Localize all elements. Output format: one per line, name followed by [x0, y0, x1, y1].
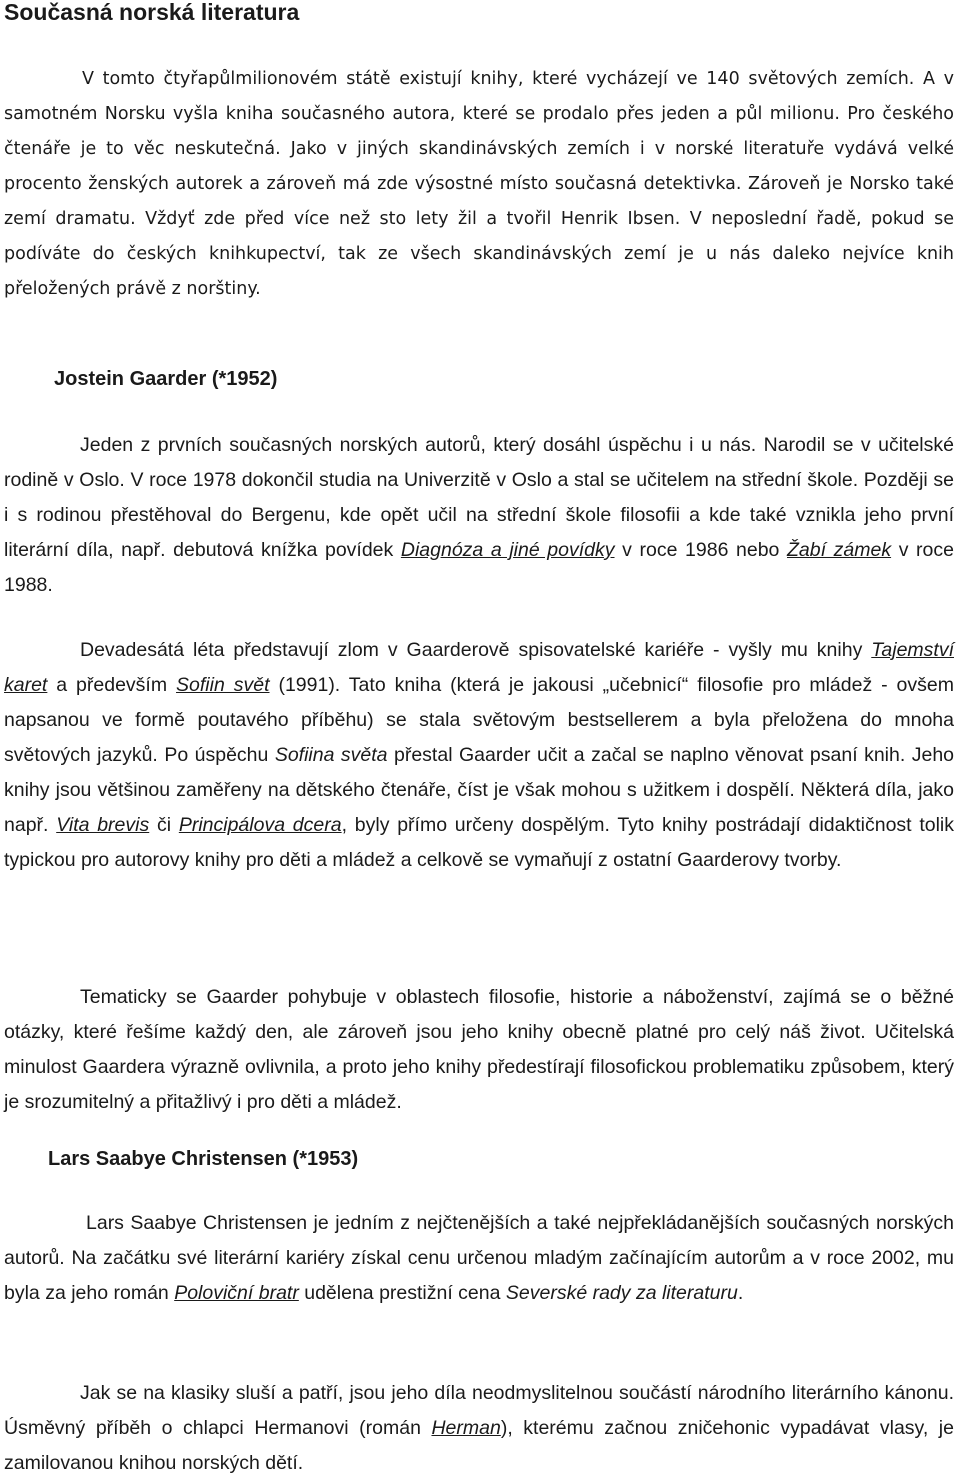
book-title: Tajemství karet	[4, 639, 954, 696]
book-title: Sofiina světa	[274, 744, 388, 766]
christensen-paragraph-2: Jak se na klasiky sluší a patří, jsou jeho díla neodmyslitelnou součástí národního literárního kánonu. Úsměvný příběh o chlapci Hermanovi (román Herman), kterému začnou zničehonic vypadávat vlasy, je zamilovanou knihou norských dětí.	[4, 1382, 954, 1474]
page-title: Současná norská literatura	[4, 0, 300, 25]
prize-name: Severské rady za literaturu	[505, 1282, 738, 1304]
gaarder-paragraph-3: Tematicky se Gaarder pohybuje v oblastech filosofie, historie a náboženství, zajímá se o běžné otázky, které řešíme každý den, ale zároveň jsou jeho knihy obecně platné pro celý náš život. Učitelská minulost Gaardera výrazně ovlivnila, a proto jeho knihy předestírají filosofickou problematiku způsobem, který je srozumitelný a přitažlivý i pro děti a mládež.	[4, 986, 954, 1113]
book-title: Diagnóza a jiné povídky	[400, 539, 615, 561]
book-title: Sofiin svět	[176, 674, 270, 696]
book-title: Poloviční bratr	[174, 1282, 299, 1304]
book-title: Vita brevis	[56, 814, 150, 836]
christensen-paragraph-1: Lars Saabye Christensen je jedním z nejčtenějších a také nejpřekládanějších současných norských autorů. Na začátku své literární kariéry získal cenu určenou mladým začínajícím autorům a v roce 2002, mu byla za jeho román Poloviční bratr udělena prestižní cena Severské rady za literaturu.	[4, 1212, 954, 1304]
book-title: Žabí zámek	[787, 539, 892, 561]
section-heading-christensen: Lars Saabye Christensen (*1953)	[48, 1148, 359, 1170]
gaarder-paragraph-1: Jeden z prvních současných norských autorů, který dosáhl úspěchu i u nás. Narodil se v učitelské rodině v Oslo. V roce 1978 dokončil studia na Univerzitě v Oslo a stal se učitelem na střední škole. Později se i s rodinou přestěhoval do Bergenu, kde opět učil na střední škole filosofii a kde také vznikla jeho první literární díla, např. debutová knížka povídek Diagnóza a jiné povídky v roce 1986 nebo Žabí zámek v roce 1988.	[4, 434, 954, 596]
intro-paragraph: V tomto čtyřapůlmilionovém státě existují knihy, které vycházejí ve 140 světových zemích. A v samotném Norsku vyšla kniha současného autora, které se prodalo přes jeden a půl milionu. Pro českého čtenáře je to věc neskutečná. Jako v jiných skandinávských zemích i v norské literatuře vydává velké procento ženských autorek a zároveň má zde výsostné místo současná detektivka. Zároveň je Norsko také zemí dramatu. Vždyť zde před více než sto lety žil a tvořil Henrik Ibsen. V neposlední řadě, pokud se podíváte do českých knihkupectví, tak ze všech skandinávských zemí je u nás daleko nejvíce knih přeložených právě z norštiny.	[4, 69, 954, 299]
book-title: Herman	[431, 1417, 501, 1439]
section-heading-gaarder: Jostein Gaarder (*1952)	[54, 368, 278, 390]
book-title: Principálova dcera	[178, 814, 342, 836]
gaarder-paragraph-2: Devadesátá léta představují zlom v Gaarderově spisovatelské kariéře - vyšly mu knihy Tajemství karet a především Sofiin svět (1991). Tato kniha (která je jakousi „učebnicí“ filosofie pro mládež - ovšem napsanou ve formě poutavého příběhu) se stala světovým bestsellerem a byla přeložena do mnoha světových jazyků. Po úspěchu Sofiina světa přestal Gaarder učit a začal se naplno věnovat psaní knih. Jeho knihy jsou většinou zaměřeny na dětského čtenáře, číst je však mohou s užitkem i dospělí. Některá díla, jako např. Vita brevis či Principálova dcera, byly přímo určeny dospělým. Tyto knihy postrádají didaktičnost tolik typickou pro autorovy knihy pro děti a mládež a celkově se vymaňují z ostatní Gaarderovy tvorby.	[4, 639, 955, 871]
